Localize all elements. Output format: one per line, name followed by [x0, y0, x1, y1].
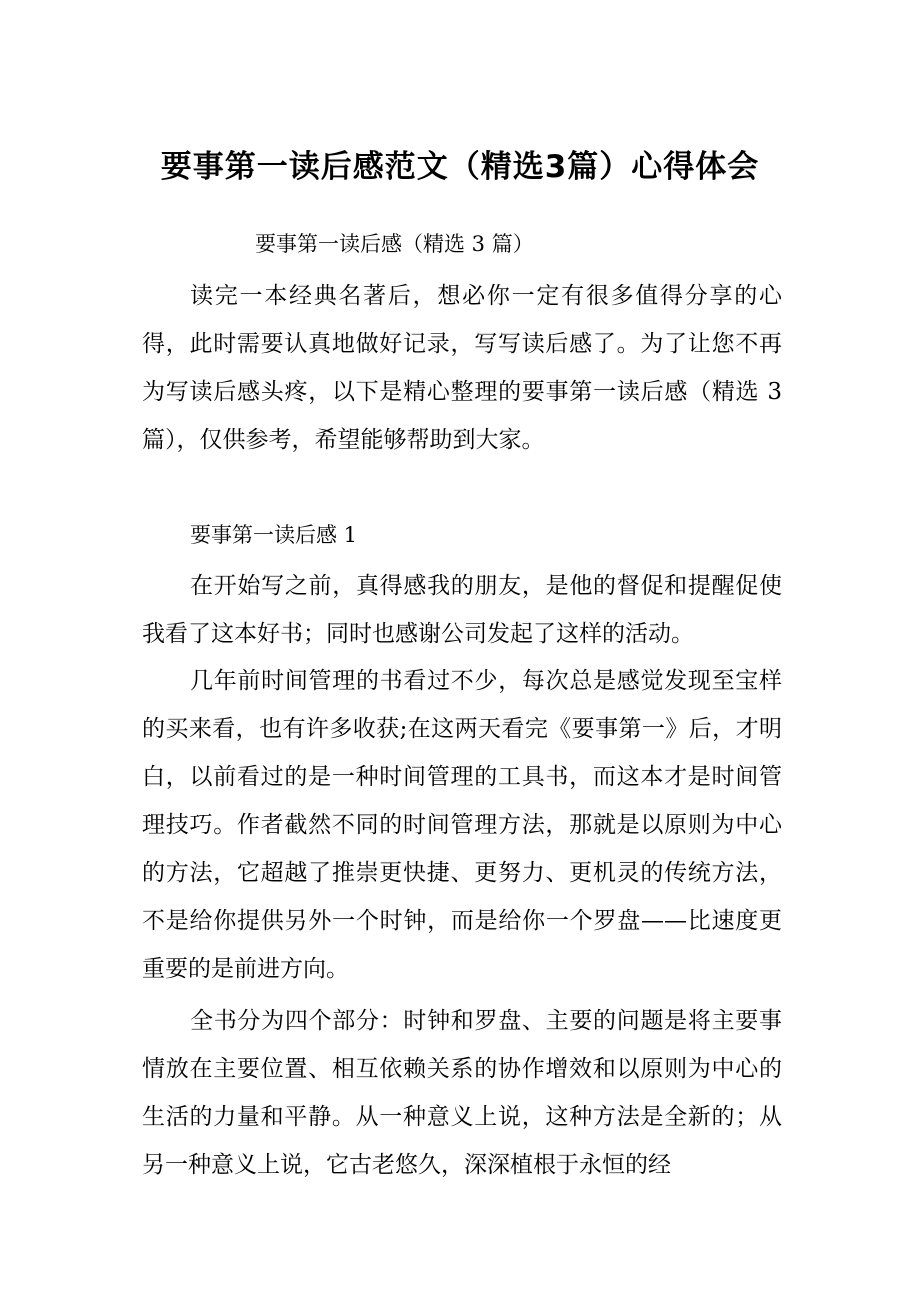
document-subtitle: 要事第一读后感（精选 3 篇）: [255, 232, 534, 256]
intro-paragraph: 读完一本经典名著后，想必你一定有很多值得分享的心得，此时需要认真地做好记录，写写读后感了。为了让您不再为写读后感头疼，以下是精心整理的要事第一读后感（精选 3 篇），仅供参考，希望能够帮助到大家。: [142, 283, 782, 453]
body-paragraph: 全书分为四个部分：时钟和罗盘、主要的问题是将主要事情放在主要位置、相互依赖关系的协作增效和以原则为中心的生活的力量和平静。从一种意义上说，这种方法是全新的；从另一种意义上说，它古老悠久，深深植根于永恒的经: [142, 1008, 782, 1178]
body-paragraph: 几年前时间管理的书看过不少，每次总是感觉发现至宝样的买来看，也有许多收获;在这两天看完《要事第一》后，才明白，以前看过的是一种时间管理的工具书，而这本才是时间管理技巧。作者截然不同的时间管理方法，那就是以原则为中心的方法，它超越了推崇更快捷、更努力、更机灵的传统方法，不是给你提供另外一个时钟，而是给你一个罗盘——比速度更重要的是前进方向。: [142, 668, 782, 982]
body-paragraph: 在开始写之前，真得感我的朋友，是他的督促和提醒促使我看了这本好书；同时也感谢公司发起了这样的活动。: [142, 573, 782, 647]
document-title: 要事第一读后感范文（精选3篇）心得体会: [160, 149, 760, 185]
section-heading: 要事第一读后感 1: [190, 523, 358, 547]
